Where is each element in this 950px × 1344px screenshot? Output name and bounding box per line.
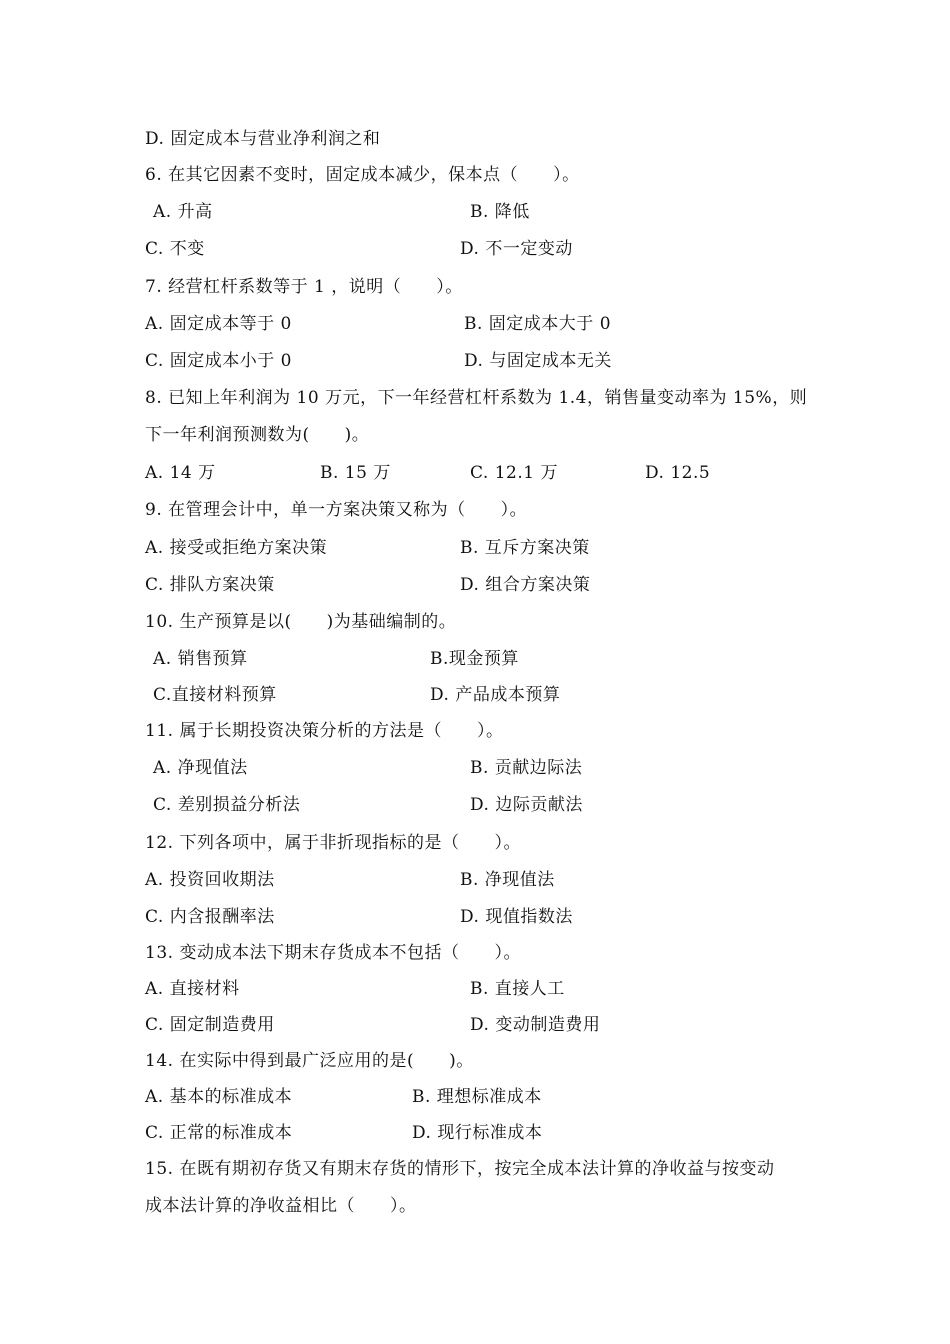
question-8: 8. 已知上年利润为 10 万元，下一年经营杠杆系数为 1.4，销售量变动率为 15%，则 xyxy=(145,388,808,408)
q7-option-a: A. 固定成本等于 0 xyxy=(145,314,292,334)
q8-option-d: D. 12.5 xyxy=(645,463,711,483)
q10-option-a: A. 销售预算 xyxy=(153,649,248,669)
q14-option-b: B. 理想标准成本 xyxy=(412,1087,542,1107)
q6-option-a: A. 升高 xyxy=(153,202,213,222)
q10-option-d: D. 产品成本预算 xyxy=(430,685,561,705)
q14-option-c: C. 正常的标准成本 xyxy=(145,1123,293,1143)
q8-option-a: A. 14 万 xyxy=(145,463,216,483)
q8-option-c: C. 12.1 万 xyxy=(470,463,558,483)
q9-option-a: A. 接受或拒绝方案决策 xyxy=(145,538,328,558)
q12-option-a: A. 投资回收期法 xyxy=(145,870,275,890)
q11-option-d: D. 边际贡献法 xyxy=(470,795,583,815)
q10-option-c: C.直接材料预算 xyxy=(153,685,277,705)
q8-option-b: B. 15 万 xyxy=(320,463,391,483)
q13-option-a: A. 直接材料 xyxy=(145,979,240,999)
q6-option-b: B. 降低 xyxy=(470,202,530,222)
question-7: 7. 经营杠杆系数等于 1 ，说明（ ）。 xyxy=(145,277,463,297)
q9-option-d: D. 组合方案决策 xyxy=(460,575,591,595)
q13-option-b: B. 直接人工 xyxy=(470,979,565,999)
q12-option-d: D. 现值指数法 xyxy=(460,907,573,927)
q6-option-c: C. 不变 xyxy=(145,239,205,259)
question-10: 10. 生产预算是以( )为基础编制的。 xyxy=(145,612,457,632)
question-8-cont: 下一年利润预测数为( )。 xyxy=(145,425,370,445)
question-12: 12. 下列各项中，属于非折现指标的是（ ）。 xyxy=(145,833,521,853)
question-15: 15. 在既有期初存货又有期末存货的情形下，按完全成本法计算的净收益与按变动 xyxy=(145,1159,775,1179)
q14-option-d: D. 现行标准成本 xyxy=(412,1123,543,1143)
question-15-cont: 成本法计算的净收益相比（ ）。 xyxy=(145,1196,417,1216)
q12-option-b: B. 净现值法 xyxy=(460,870,555,890)
q5-option-d: D. 固定成本与营业净利润之和 xyxy=(145,129,381,149)
q11-option-a: A. 净现值法 xyxy=(153,758,248,778)
question-9: 9. 在管理会计中，单一方案决策又称为（ ）。 xyxy=(145,500,528,520)
q9-option-c: C. 排队方案决策 xyxy=(145,575,275,595)
q10-option-b: B.现金预算 xyxy=(430,649,519,669)
question-13: 13. 变动成本法下期末存货成本不包括（ ）。 xyxy=(145,943,521,963)
q7-option-b: B. 固定成本大于 0 xyxy=(464,314,612,334)
q7-option-c: C. 固定成本小于 0 xyxy=(145,351,292,371)
q12-option-c: C. 内含报酬率法 xyxy=(145,907,275,927)
q14-option-a: A. 基本的标准成本 xyxy=(145,1087,293,1107)
q7-option-d: D. 与固定成本无关 xyxy=(464,351,612,371)
q13-option-c: C. 固定制造费用 xyxy=(145,1015,275,1035)
question-11: 11. 属于长期投资决策分析的方法是（ ）。 xyxy=(145,721,504,741)
q11-option-c: C. 差别损益分析法 xyxy=(153,795,301,815)
q11-option-b: B. 贡献边际法 xyxy=(470,758,583,778)
q13-option-d: D. 变动制造费用 xyxy=(470,1015,601,1035)
question-14: 14. 在实际中得到最广泛应用的是( )。 xyxy=(145,1051,474,1071)
question-6: 6. 在其它因素不变时，固定成本减少，保本点（ ）。 xyxy=(145,165,580,185)
q9-option-b: B. 互斥方案决策 xyxy=(460,538,590,558)
q6-option-d: D. 不一定变动 xyxy=(460,239,573,259)
